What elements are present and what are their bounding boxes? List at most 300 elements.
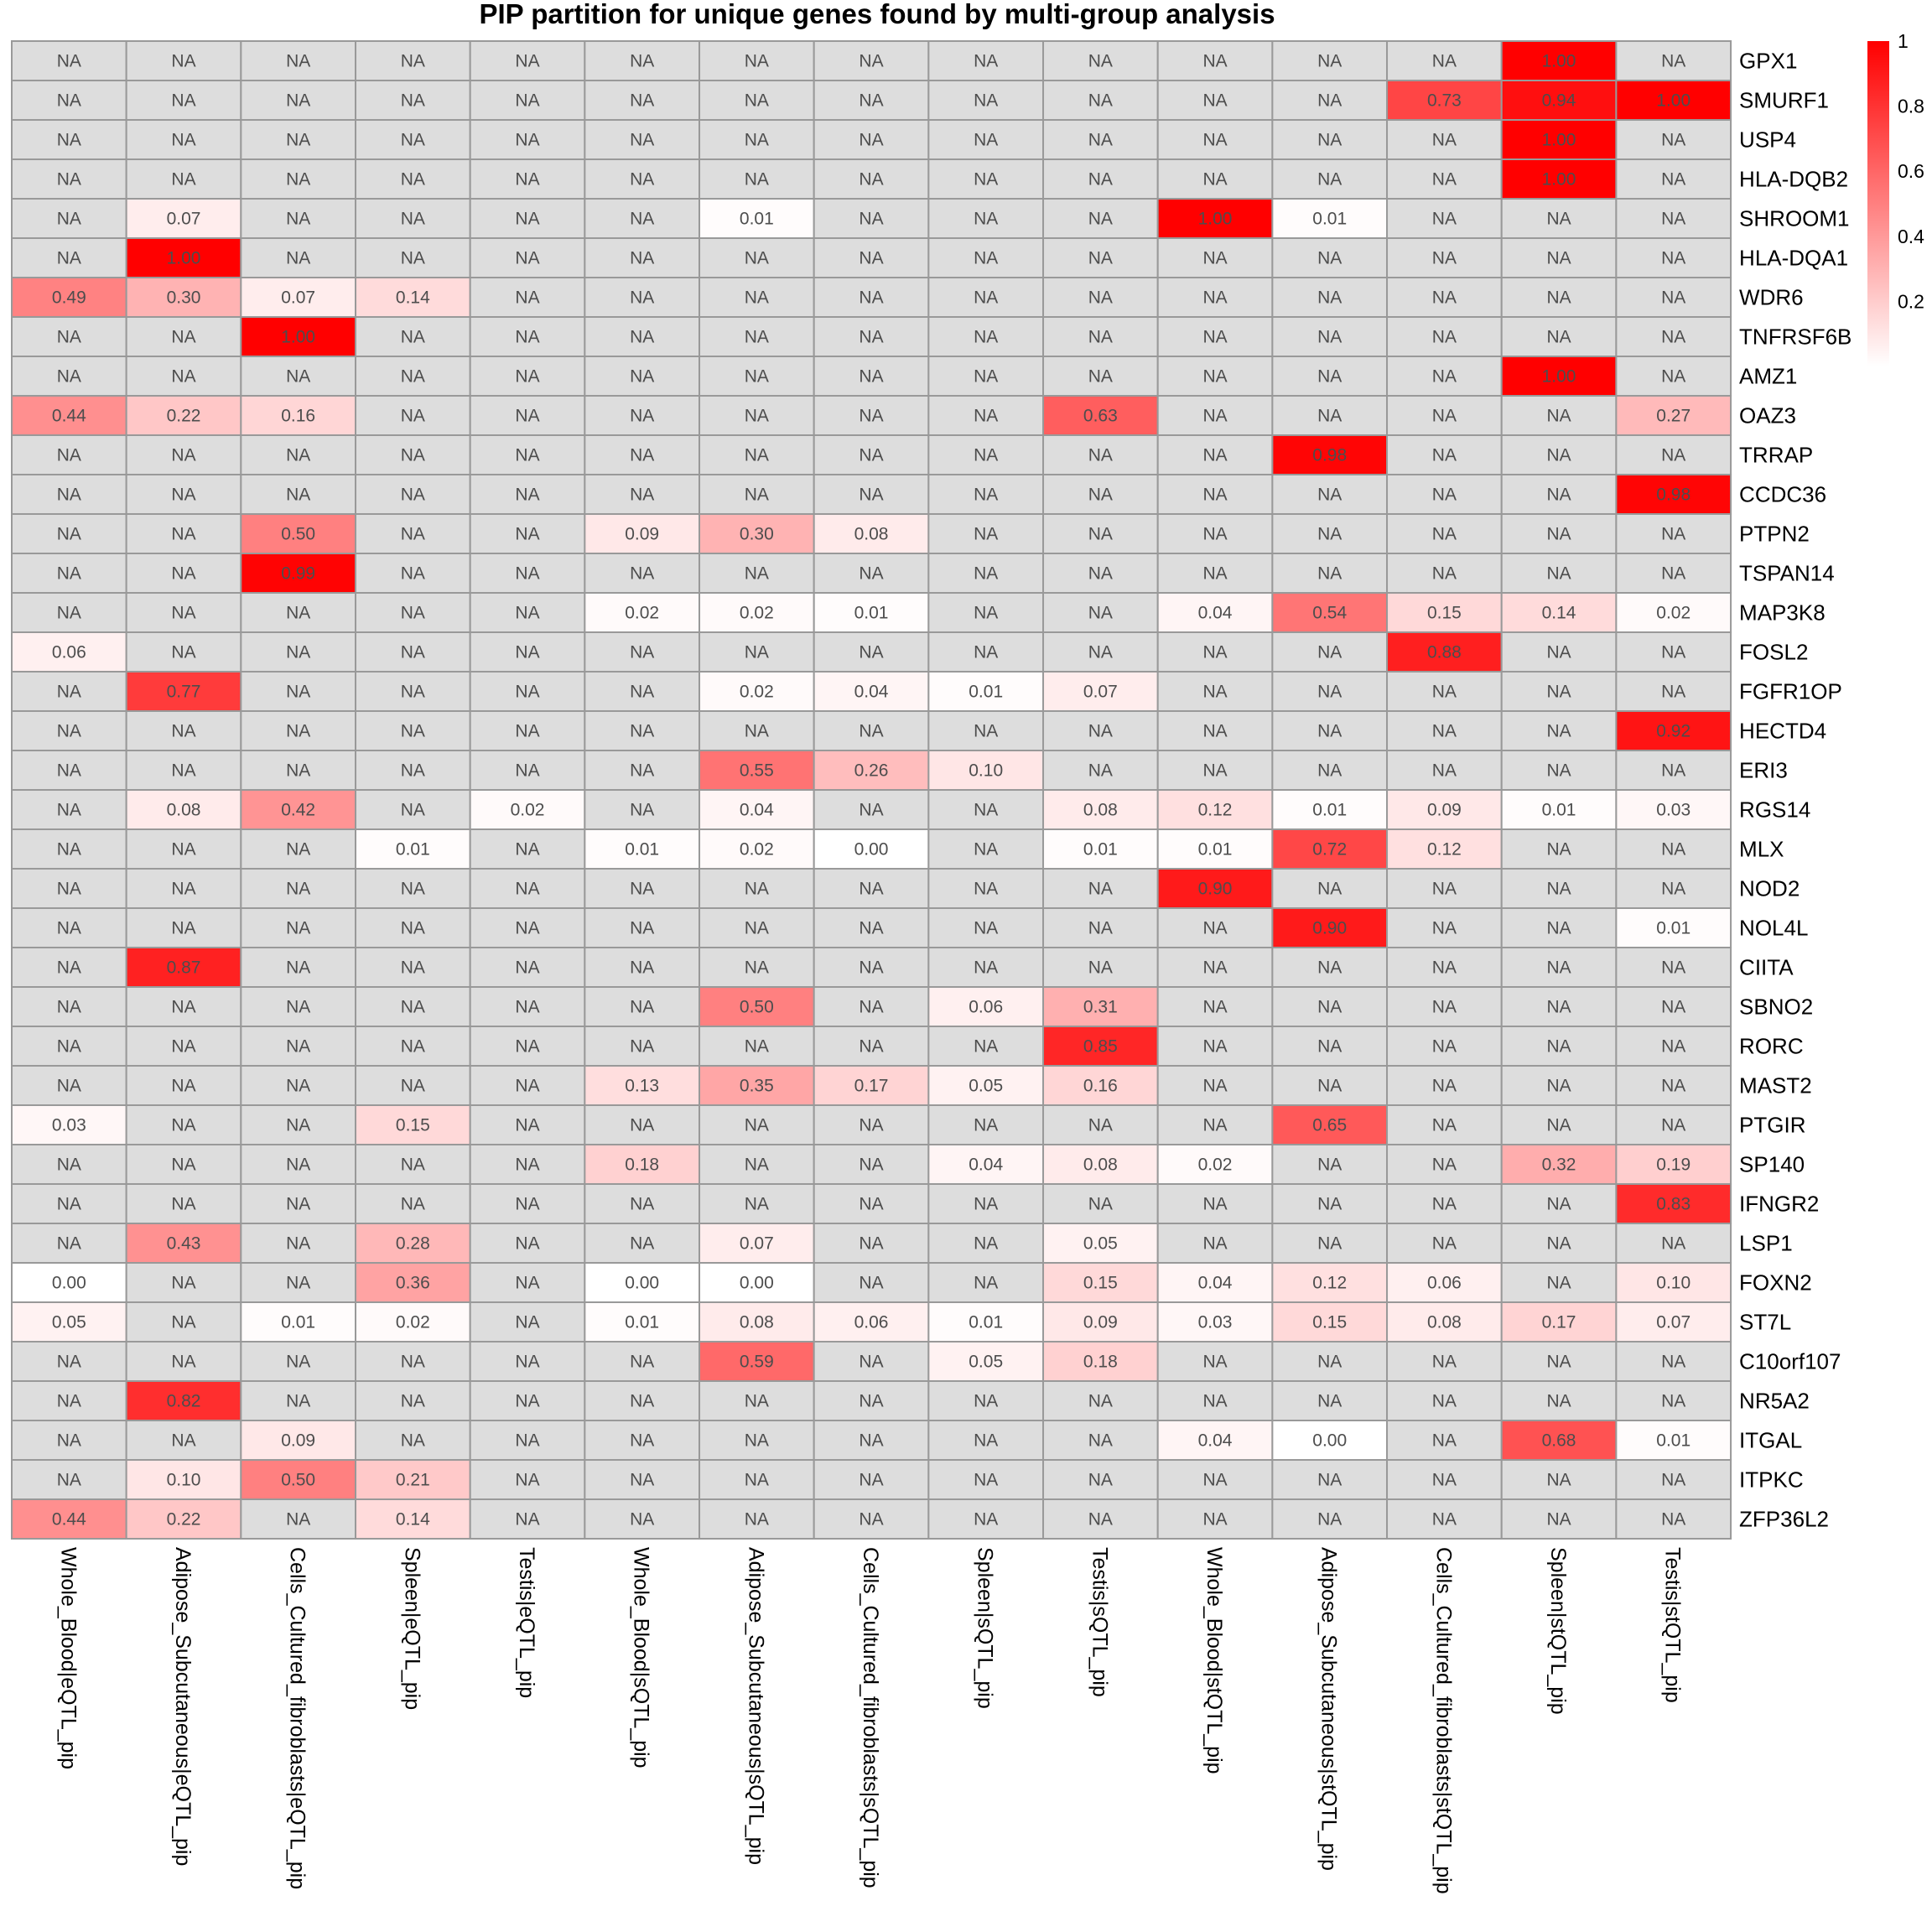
cell-value-label: NA	[1431, 288, 1457, 308]
cell-value-label: NA	[1661, 524, 1686, 544]
cell-value-label: 0.28	[395, 1233, 430, 1254]
row-label: TSPAN14	[1739, 560, 1835, 586]
cell-value-label: NA	[974, 1194, 999, 1214]
column-label: Testis|sQTL_pip	[1088, 1547, 1112, 1697]
cell-value-label: NA	[400, 91, 425, 111]
cell-value-label: NA	[1546, 1115, 1571, 1135]
cell-value-label: NA	[1431, 1036, 1457, 1057]
cell-value-label: NA	[974, 1115, 999, 1135]
cell-value-label: 1.00	[281, 327, 316, 347]
cell-value-label: 0.16	[1083, 1076, 1118, 1096]
cell-value-label: NA	[1202, 1391, 1228, 1411]
cell-value-label: NA	[859, 958, 884, 978]
cell-value-label: NA	[515, 524, 540, 544]
cell-value-label: NA	[859, 564, 884, 584]
cell-value-label: NA	[286, 51, 311, 71]
cell-value-label: NA	[171, 761, 196, 781]
cell-value-label: 0.88	[1426, 642, 1462, 662]
cell-value-label: NA	[1202, 642, 1228, 662]
cell-value-label: NA	[1202, 682, 1228, 702]
row-label: CIITA	[1739, 954, 1794, 980]
row-label: NR5A2	[1739, 1388, 1810, 1414]
cell-value-label: NA	[400, 366, 425, 387]
cell-value-label: NA	[171, 485, 196, 505]
cell-value-label: NA	[56, 682, 81, 702]
cell-value-label: 0.05	[969, 1352, 1004, 1372]
cell-value-label: NA	[515, 51, 540, 71]
cell-value-label: NA	[1431, 1470, 1457, 1490]
cell-value-label: NA	[286, 1115, 311, 1135]
cell-value-label: NA	[1546, 524, 1571, 544]
cell-value-label: NA	[515, 1115, 540, 1135]
cell-value-label: NA	[171, 839, 196, 860]
cell-value-label: NA	[1202, 288, 1228, 308]
cell-value-label: NA	[859, 997, 884, 1017]
cell-value-label: NA	[744, 1431, 769, 1451]
cell-value-label: NA	[859, 721, 884, 741]
cell-value-label: NA	[744, 918, 769, 938]
cell-value-label: 0.50	[739, 997, 774, 1017]
cell-value-label: NA	[1546, 248, 1571, 268]
cell-value-label: NA	[1661, 1076, 1686, 1096]
cell-value-label: 0.04	[1197, 603, 1233, 623]
cell-value-label: NA	[859, 1273, 884, 1293]
cell-value-label: 0.27	[1656, 406, 1691, 426]
cell-value-label: NA	[1431, 1194, 1457, 1214]
cell-value-label: NA	[400, 130, 425, 150]
cell-value-label: NA	[1088, 603, 1113, 623]
cell-value-label: NA	[1088, 445, 1113, 465]
cell-value-label: NA	[1088, 564, 1113, 584]
cell-value-label: NA	[1546, 1273, 1571, 1293]
cell-value-label: 0.10	[1656, 1273, 1691, 1293]
cell-value-label: NA	[1431, 209, 1457, 229]
column-label: Testis|stQTL_pip	[1660, 1547, 1685, 1703]
cell-value-label: NA	[400, 642, 425, 662]
cell-value-label: NA	[400, 1155, 425, 1175]
cell-value-label: 0.87	[166, 958, 201, 978]
cell-value-label: NA	[56, 169, 81, 190]
cell-value-label: NA	[1202, 997, 1228, 1017]
cell-value-label: NA	[1431, 130, 1457, 150]
column-label: Whole_Blood|sQTL_pip	[629, 1547, 653, 1768]
cell-value-label: NA	[1202, 51, 1228, 71]
cell-value-label: NA	[1431, 485, 1457, 505]
cell-value-label: NA	[630, 997, 655, 1017]
cell-value-label: NA	[1088, 958, 1113, 978]
cell-value-label: NA	[1661, 1036, 1686, 1057]
cell-value-label: NA	[400, 879, 425, 899]
column-label: Spleen|stQTL_pip	[1546, 1547, 1571, 1715]
cell-value-label: NA	[1088, 248, 1113, 268]
cell-value-label: NA	[859, 1036, 884, 1057]
cell-value-label: NA	[1317, 366, 1343, 387]
cell-value-label: 0.09	[1426, 800, 1462, 820]
column-label: Adipose_Subcutaneous|sQTL_pip	[744, 1547, 768, 1865]
cell-value-label: NA	[974, 288, 999, 308]
legend-tick-label: 0.2	[1898, 290, 1924, 313]
cell-value-label: NA	[1317, 288, 1343, 308]
cell-value-label: NA	[1088, 1391, 1113, 1411]
cell-value-label: NA	[1317, 91, 1343, 111]
cell-value-label: 1.00	[1541, 366, 1576, 387]
cell-value-label: NA	[515, 406, 540, 426]
cell-value-label: NA	[1431, 327, 1457, 347]
cell-value-label: 0.21	[395, 1470, 430, 1490]
cell-value-label: NA	[974, 1391, 999, 1411]
cell-value-label: NA	[1431, 366, 1457, 387]
cell-value-label: 0.30	[739, 524, 774, 544]
column-label: Spleen|sQTL_pip	[973, 1547, 997, 1709]
cell-value-label: NA	[859, 1352, 884, 1372]
cell-value-label: NA	[1317, 1155, 1343, 1175]
cell-value-label: NA	[515, 1509, 540, 1530]
column-label: Adipose_Subcutaneous|stQTL_pip	[1317, 1547, 1341, 1871]
cell-value-label: NA	[1202, 485, 1228, 505]
cell-value-label: NA	[630, 918, 655, 938]
row-label: TRRAP	[1739, 442, 1814, 468]
cell-value-label: NA	[744, 327, 769, 347]
cell-value-label: NA	[515, 918, 540, 938]
cell-value-label: NA	[56, 51, 81, 71]
chart-title: PIP partition for unique genes found by multi-group analysis	[479, 0, 1275, 29]
cell-value-label: NA	[1431, 997, 1457, 1017]
cell-value-label: 0.12	[1312, 1273, 1348, 1293]
cell-value-label: 0.44	[51, 1509, 86, 1530]
cell-value-label: 0.14	[1541, 603, 1576, 623]
cell-value-label: 0.90	[1312, 918, 1348, 938]
cell-value-label: 0.01	[1312, 800, 1348, 820]
cell-value-label: NA	[286, 91, 311, 111]
cell-value-label: NA	[171, 1115, 196, 1135]
column-label: Testis|eQTL_pip	[515, 1547, 539, 1699]
cell-value-label: 0.43	[166, 1233, 201, 1254]
cell-value-label: NA	[859, 406, 884, 426]
cell-value-label: 0.54	[1312, 603, 1348, 623]
cell-value-label: 0.01	[854, 603, 889, 623]
cell-value-label: 0.01	[969, 1312, 1004, 1332]
cell-value-label: NA	[1546, 1036, 1571, 1057]
cell-value-label: NA	[974, 564, 999, 584]
cell-value-label: NA	[744, 91, 769, 111]
cell-value-label: NA	[744, 1036, 769, 1057]
cell-value-label: 0.02	[1197, 1155, 1233, 1175]
cell-value-label: NA	[630, 879, 655, 899]
cell-value-label: 0.55	[739, 761, 774, 781]
cell-value-label: 0.04	[1197, 1431, 1233, 1451]
cell-value-label: NA	[1088, 1470, 1113, 1490]
cell-value-label: NA	[1088, 366, 1113, 387]
cell-value-label: 1.00	[166, 248, 201, 268]
cell-value-label: NA	[1088, 327, 1113, 347]
row-label: PTGIR	[1739, 1112, 1806, 1138]
cell-value-label: NA	[515, 327, 540, 347]
cell-value-label: NA	[1661, 51, 1686, 71]
cell-value-label: NA	[630, 366, 655, 387]
cell-value-label: 0.10	[969, 761, 1004, 781]
cell-value-label: 0.15	[1312, 1312, 1348, 1332]
cell-value-label: NA	[974, 1470, 999, 1490]
row-label: RGS14	[1739, 797, 1811, 823]
cell-value-label: NA	[1546, 1352, 1571, 1372]
cell-value-label: NA	[630, 1391, 655, 1411]
cell-value-label: NA	[744, 130, 769, 150]
cell-value-label: NA	[1546, 327, 1571, 347]
row-label: MAP3K8	[1739, 600, 1826, 626]
cell-value-label: NA	[974, 209, 999, 229]
cell-value-label: NA	[56, 1391, 81, 1411]
cell-value-label: 0.01	[969, 682, 1004, 702]
cell-value-label: NA	[56, 1194, 81, 1214]
cell-value-label: NA	[1202, 327, 1228, 347]
cell-value-label: NA	[515, 721, 540, 741]
cell-value-label: 0.05	[1083, 1233, 1118, 1254]
cell-value-label: NA	[974, 839, 999, 860]
cell-value-label: NA	[744, 1155, 769, 1175]
row-label: FGFR1OP	[1739, 678, 1842, 704]
cell-value-label: NA	[859, 51, 884, 71]
cell-value-label: NA	[859, 327, 884, 347]
cell-value-label: 0.08	[854, 524, 889, 544]
row-label: USP4	[1739, 127, 1796, 153]
cell-value-label: 0.07	[166, 209, 201, 229]
cell-value-label: 0.01	[395, 839, 430, 860]
cell-value-label: NA	[1088, 1509, 1113, 1530]
cell-value-label: NA	[286, 879, 311, 899]
cell-value-label: 0.31	[1083, 997, 1118, 1017]
cell-value-label: NA	[1202, 958, 1228, 978]
cell-value-label: NA	[1317, 1391, 1343, 1411]
cell-value-label: NA	[859, 1391, 884, 1411]
cell-value-label: NA	[630, 761, 655, 781]
cell-value-label: NA	[1088, 1115, 1113, 1135]
cell-value-label: NA	[515, 642, 540, 662]
cell-value-label: NA	[1546, 1076, 1571, 1096]
cell-value-label: 0.09	[281, 1431, 316, 1451]
cell-value-label: 0.03	[1197, 1312, 1233, 1332]
cell-value-label: NA	[859, 1233, 884, 1254]
cell-value-label: 0.65	[1312, 1115, 1348, 1135]
cell-value-label: NA	[56, 366, 81, 387]
row-label: PTPN2	[1739, 521, 1810, 547]
cell-value-label: NA	[1661, 879, 1686, 899]
cell-value-label: NA	[1202, 248, 1228, 268]
cell-value-label: NA	[1546, 1470, 1571, 1490]
cell-value-label: NA	[1317, 1470, 1343, 1490]
cell-value-label: NA	[1202, 1036, 1228, 1057]
cell-value-label: NA	[630, 1194, 655, 1214]
cell-value-label: 0.07	[739, 1233, 774, 1254]
cell-value-label: NA	[630, 564, 655, 584]
cell-value-label: NA	[171, 366, 196, 387]
cell-value-label: NA	[1202, 721, 1228, 741]
cell-value-label: 0.22	[166, 1509, 201, 1530]
row-label: C10orf107	[1739, 1348, 1841, 1374]
cell-value-label: NA	[1431, 248, 1457, 268]
cell-value-label: NA	[400, 761, 425, 781]
cell-value-label: NA	[400, 1431, 425, 1451]
row-label: NOD2	[1739, 875, 1800, 901]
cell-value-label: NA	[744, 1509, 769, 1530]
cell-value-label: NA	[859, 130, 884, 150]
row-label: MLX	[1739, 836, 1784, 862]
cell-value-label: NA	[1661, 564, 1686, 584]
cell-value-label: NA	[630, 1509, 655, 1530]
cell-value-label: 0.72	[1312, 839, 1348, 860]
cell-value-label: 0.32	[1541, 1155, 1576, 1175]
cell-value-label: NA	[1088, 918, 1113, 938]
cell-value-label: NA	[974, 1431, 999, 1451]
cell-value-label: NA	[286, 1233, 311, 1254]
cell-value-label: 0.00	[1312, 1431, 1348, 1451]
column-label: Cells_Cultured_fibroblasts|eQTL_pip	[285, 1547, 309, 1890]
cell-value-label: NA	[974, 958, 999, 978]
cell-value-label: NA	[1202, 1194, 1228, 1214]
cell-value-label: NA	[515, 1194, 540, 1214]
cell-value-label: NA	[171, 997, 196, 1017]
row-label: FOXN2	[1739, 1270, 1812, 1296]
cell-value-label: NA	[56, 603, 81, 623]
row-label: ZFP36L2	[1739, 1506, 1830, 1532]
cell-value-label: NA	[286, 1352, 311, 1372]
cell-value-label: NA	[1088, 761, 1113, 781]
cell-value-label: NA	[1431, 958, 1457, 978]
cell-value-label: NA	[630, 958, 655, 978]
cell-value-label: NA	[1317, 485, 1343, 505]
cell-value-label: 0.09	[625, 524, 660, 544]
cell-value-label: NA	[630, 1036, 655, 1057]
cell-value-label: NA	[1317, 524, 1343, 544]
cell-value-label: NA	[515, 603, 540, 623]
cell-value-label: NA	[859, 1194, 884, 1214]
cell-value-label: NA	[744, 288, 769, 308]
cell-value-label: NA	[56, 918, 81, 938]
cell-value-label: NA	[974, 879, 999, 899]
cell-value-label: NA	[744, 564, 769, 584]
cell-value-label: NA	[515, 682, 540, 702]
cell-value-label: NA	[974, 1509, 999, 1530]
legend-tick-label: 0.8	[1898, 95, 1924, 117]
cell-value-label: NA	[1546, 406, 1571, 426]
cell-value-label: NA	[974, 721, 999, 741]
cell-value-label: NA	[286, 721, 311, 741]
cell-value-label: NA	[859, 1470, 884, 1490]
cell-value-label: NA	[515, 209, 540, 229]
cell-value-label: NA	[744, 169, 769, 190]
cell-value-label: NA	[1431, 761, 1457, 781]
cell-value-label: 0.98	[1312, 445, 1348, 465]
row-label: ERI3	[1739, 757, 1788, 783]
cell-value-label: 0.18	[1083, 1352, 1118, 1372]
cell-value-label: NA	[630, 642, 655, 662]
cell-value-label: 0.08	[166, 800, 201, 820]
cell-value-label: NA	[400, 169, 425, 190]
cell-value-label: 0.02	[739, 603, 774, 623]
cell-value-label: NA	[286, 642, 311, 662]
cell-value-label: NA	[56, 1470, 81, 1490]
cell-value-label: NA	[974, 1273, 999, 1293]
cell-value-label: 0.17	[854, 1076, 889, 1096]
cell-value-label: NA	[171, 91, 196, 111]
cell-value-label: NA	[744, 366, 769, 387]
cell-value-label: NA	[1088, 51, 1113, 71]
cell-value-label: NA	[1317, 327, 1343, 347]
cell-value-label: NA	[171, 169, 196, 190]
cell-value-label: 0.12	[1197, 800, 1233, 820]
cell-value-label: NA	[859, 1155, 884, 1175]
cell-value-label: NA	[286, 1273, 311, 1293]
cell-value-label: NA	[1431, 169, 1457, 190]
cell-value-label: 0.04	[739, 800, 774, 820]
cell-value-label: NA	[286, 839, 311, 860]
cell-value-label: NA	[1317, 642, 1343, 662]
cell-value-label: NA	[1546, 839, 1571, 860]
cell-value-label: NA	[1088, 1194, 1113, 1214]
cell-value-label: NA	[56, 248, 81, 268]
cell-value-label: NA	[859, 1431, 884, 1451]
cell-value-label: NA	[515, 1352, 540, 1372]
cell-value-label: 0.35	[739, 1076, 774, 1096]
row-label: SBNO2	[1739, 994, 1814, 1020]
cell-value-label: NA	[56, 1352, 81, 1372]
cell-value-label: NA	[1431, 1233, 1457, 1254]
cell-value-label: 1.00	[1197, 209, 1233, 229]
cell-value-label: NA	[515, 445, 540, 465]
cell-value-label: 0.01	[1197, 839, 1233, 860]
cell-value-label: 0.05	[51, 1312, 86, 1332]
cell-value-label: NA	[171, 1036, 196, 1057]
cell-value-label: NA	[1088, 1431, 1113, 1451]
cell-value-label: 0.04	[854, 682, 889, 702]
cell-value-label: NA	[171, 524, 196, 544]
cell-value-label: 0.06	[854, 1312, 889, 1332]
cell-value-label: 0.15	[395, 1115, 430, 1135]
cell-value-label: NA	[1202, 918, 1228, 938]
row-label: RORC	[1739, 1033, 1804, 1059]
cell-value-label: 0.02	[739, 839, 774, 860]
column-label: Cells_Cultured_fibroblasts|stQTL_pip	[1431, 1547, 1456, 1894]
cell-value-label: NA	[1088, 485, 1113, 505]
cell-value-label: NA	[400, 800, 425, 820]
cell-value-label: NA	[515, 564, 540, 584]
cell-value-label: NA	[1431, 1115, 1457, 1135]
cell-value-label: 0.01	[281, 1312, 316, 1332]
cell-value-label: NA	[1317, 564, 1343, 584]
cell-value-label: NA	[515, 1273, 540, 1293]
legend-tick-label: 1	[1898, 30, 1909, 52]
color-legend	[1867, 30, 1924, 366]
cell-value-label: NA	[1202, 1470, 1228, 1490]
cell-value-label: NA	[630, 91, 655, 111]
cell-value-label: NA	[1661, 958, 1686, 978]
cell-value-label: NA	[56, 327, 81, 347]
cell-value-label: NA	[515, 1076, 540, 1096]
cell-value-label: NA	[1202, 406, 1228, 426]
column-label: Whole_Blood|eQTL_pip	[56, 1547, 80, 1769]
cell-value-label: 0.02	[625, 603, 660, 623]
cell-value-label: NA	[744, 485, 769, 505]
cell-value-label: NA	[515, 997, 540, 1017]
cell-value-label: NA	[630, 1115, 655, 1135]
cell-value-label: NA	[515, 958, 540, 978]
cell-value-label: 0.63	[1083, 406, 1118, 426]
row-label: ST7L	[1739, 1309, 1792, 1335]
cell-value-label: NA	[1661, 209, 1686, 229]
cell-value-label: NA	[1661, 1233, 1686, 1254]
cell-value-label: NA	[286, 209, 311, 229]
cell-value-label: 0.99	[281, 564, 316, 584]
cell-value-label: NA	[744, 445, 769, 465]
